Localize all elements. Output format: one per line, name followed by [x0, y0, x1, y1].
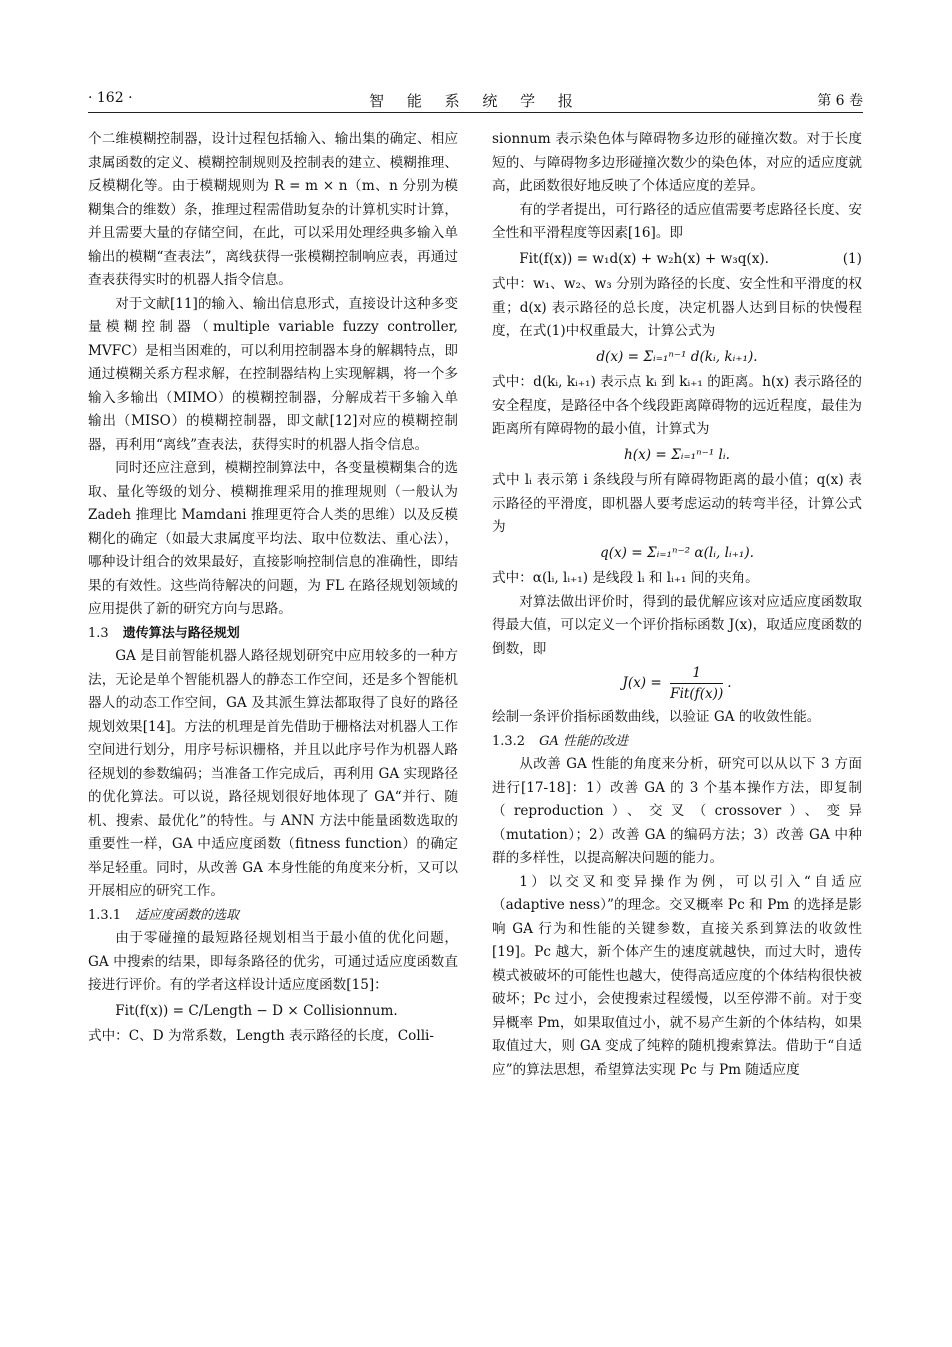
equation: q(x) = Σᵢ₌₁ⁿ⁻² α(lᵢ, lᵢ₊₁). — [600, 544, 754, 561]
paragraph: 式中：C、D 为常系数，Length 表示路径的长度，Colli- — [88, 1028, 435, 1044]
paragraph: 对算法做出评价时，得到的最优解应该对应适应度函数取得最大值，可以定义一个评价指标函数 J(x)，取适应度函数的倒数，即 — [492, 593, 862, 657]
section-number: 1.3 — [88, 625, 109, 641]
equation: d(x) = Σᵢ₌₁ⁿ⁻¹ d(kᵢ, kᵢ₊₁). — [596, 348, 758, 365]
right-column — [492, 128, 862, 1082]
paragraph: 式中：α(lᵢ, lᵢ₊₁) 是线段 lᵢ 和 lᵢ₊₁ 间的夹角。 — [492, 570, 759, 586]
page-number: · 162 · — [88, 90, 133, 106]
equation: Fit(f(x)) = C/Length − D × Collisionnum. — [115, 1002, 398, 1019]
subsection-number: 1.3.2 — [492, 733, 526, 749]
paragraph: 绘制一条评价指标函数曲线，以验证 GA 的收敛性能。 — [492, 709, 821, 725]
page-header — [88, 90, 863, 113]
equation-lhs: J(x) = — [622, 675, 662, 691]
paragraph: 个二维模糊控制器，设计过程包括输入、输出集的确定、相应隶属函数的定义、模糊控制规则及控制表的建立、模糊推理、反模糊化等。由于模糊规则为 R = m × n（m、n 分别为模糊集合的维数）条，推理过程需借助复杂的计算机实时计算，并且需要大量的存储空间，在此，可以采用处理经典多输入单输出的模糊“查表法”，离线获得一张模糊控制响应表，再通过查表获得实时的机器人指令信息。 — [88, 131, 458, 288]
subsection-heading — [88, 904, 458, 928]
fraction — [670, 663, 723, 704]
paragraph: 式中 lᵢ 表示第 i 条线段与所有障碍物距离的最小值；q(x) 表示路径的平滑度，即机器人要考虑运动的转弯半径，计算公式为 — [492, 472, 862, 535]
section-title: 遗传算法与路径规划 — [122, 625, 240, 641]
paragraph: 式中：d(kᵢ, kᵢ₊₁) 表示点 kᵢ 到 kᵢ₊₁ 的距离。h(x) 表示路径的安全程度，是路径中各个线段距离障碍物的远近程度，最佳为距离所有障碍物的最小值，计算式为 — [492, 374, 862, 437]
equation-1 — [492, 248, 862, 272]
equation-fraction — [492, 663, 862, 704]
paragraph: 1）以交叉和变异操作为例，可以引入“自适应（adaptive ness）”的理念。交叉概率 Pc 和 Pm 的选择是影响 GA 行为和性能的关键参数，直接关系到算法的收敛性[19]。Pc 越大，新个体产生的速度就越快，而过大时，遗传模式被破坏的可能性也越大，使得高适应度的个体结构很快被破坏；Pc 过小，会使搜索过程缓慢，以至停滞不前。对于变异概率 Pm，如果取值过小，就不易产生新的个体结构，如果取值过大，则 GA 变成了纯粹的随机搜索算法。借助于“自适应”的算法思想，希望算法实现 Pc 与 Pm 随适应度 — [492, 873, 862, 1078]
paragraph: 从改善 GA 性能的角度来分析，研究可以从以下 3 方面进行[17-18]：1）改善 GA 的 3 个基本操作方法，即复制（reproduction）、交叉（crossover）、变异（mutation）；2）改善 GA 的编码方法；3）改善 GA 中种群的多样性，以提高解决问题的能力。 — [492, 756, 862, 866]
journal-title: 智 能 系 统 学 报 — [369, 92, 582, 110]
paragraph: GA 是目前智能机器人路径规划研究中应用较多的一种方法，无论是单个智能机器人的静态工作空间，还是多个智能机器人的动态工作空间，GA 及其派生算法都取得了良好的路径规划效果[14]。方法的机理是首先借助于栅格法对机器人工作空间进行划分，用序号标识栅格，并且以此序号作为机器人路径规划的参数编码；当准备工作完成后，再利用 GA 实现路径的优化算法。可以说，路径规划很好地体现了 GA“并行、随机、搜索、最优化”的特性。与 ANN 方法中能量函数选取的重要性一样，GA 中适应度函数（fitness function）的确定举足轻重。同时，从改善 GA 本身性能的角度来分析，又可以开展相应的研究工作。 — [88, 648, 458, 899]
equation-number: (1) — [842, 250, 862, 267]
subsection-heading — [492, 730, 862, 754]
left-column — [88, 128, 458, 1049]
subsection-title: GA 性能的改进 — [539, 733, 628, 749]
paragraph: 由于零碰撞的最短路径规划相当于最小值的优化问题，GA 中搜索的结果，即每条路径的优劣，可通过适应度函数直接进行评价。有的学者这样设计适应度函数[15]： — [88, 930, 458, 993]
paragraph: 同时还应注意到，模糊控制算法中，各变量模糊集合的选取、量化等级的划分、模糊推理采用的推理规则（一般认为 Zadeh 推理比 Mamdani 推理更符合人类的思维）以及反模糊化的确定（如最大隶属度平均法、取中位数法、重心法），哪种设计组合的效果最好，直接影响控制信息的准确性，即结果的有效性。这些尚待解决的问题，为 FL 在路径规划领域的应用提供了新的研究方向与思路。 — [88, 460, 458, 617]
paragraph: 对于文献[11]的输入、输出信息形式，直接设计这种多变量模糊控制器（multiple variable fuzzy controller, MVFC）是相当困难的，可以利用控制器本身的解耦特点，即通过模糊关系方程求解，在控制器结构上实现解耦，将一个多输入多输出（MIMO）的模糊控制器，分解成若干多输入单输出（MISO）的模糊控制器，即文献[12]对应的模糊控制器，再利用“离线”查表法，获得实时的机器人指令信息。 — [88, 295, 458, 453]
equation-body: Fit(f(x)) = w₁d(x) + w₂h(x) + w₃q(x). — [519, 250, 769, 267]
volume-label: 第 6 卷 — [817, 93, 863, 109]
fraction-numerator: 1 — [670, 663, 723, 684]
subsection-title: 适应度函数的选取 — [135, 907, 240, 923]
fraction-denominator: Fit(f(x)) — [670, 686, 724, 702]
section-heading — [88, 622, 458, 646]
paragraph: 有的学者提出，可行路径的适应值需要考虑路径长度、安全性和平滑程度等因素[16]。即 — [492, 201, 862, 241]
paragraph: 式中：w₁、w₂、w₃ 分别为路径的长度、安全性和平滑度的权重；d(x) 表示路径的总长度，决定机器人达到目标的快慢程度，在式(1)中权重最大，计算公式为 — [492, 276, 862, 339]
equation-end: . — [727, 675, 732, 691]
equation: h(x) = Σᵢ₌₁ⁿ⁻¹ lᵢ. — [624, 446, 730, 463]
subsection-number: 1.3.1 — [88, 907, 122, 923]
paragraph: sionnum 表示染色体与障碍物多边形的碰撞次数。对于长度短的、与障碍物多边形碰撞次数少的染色体，对应的适应度就高，此函数很好地反映了个体适应度的差异。 — [492, 131, 862, 194]
